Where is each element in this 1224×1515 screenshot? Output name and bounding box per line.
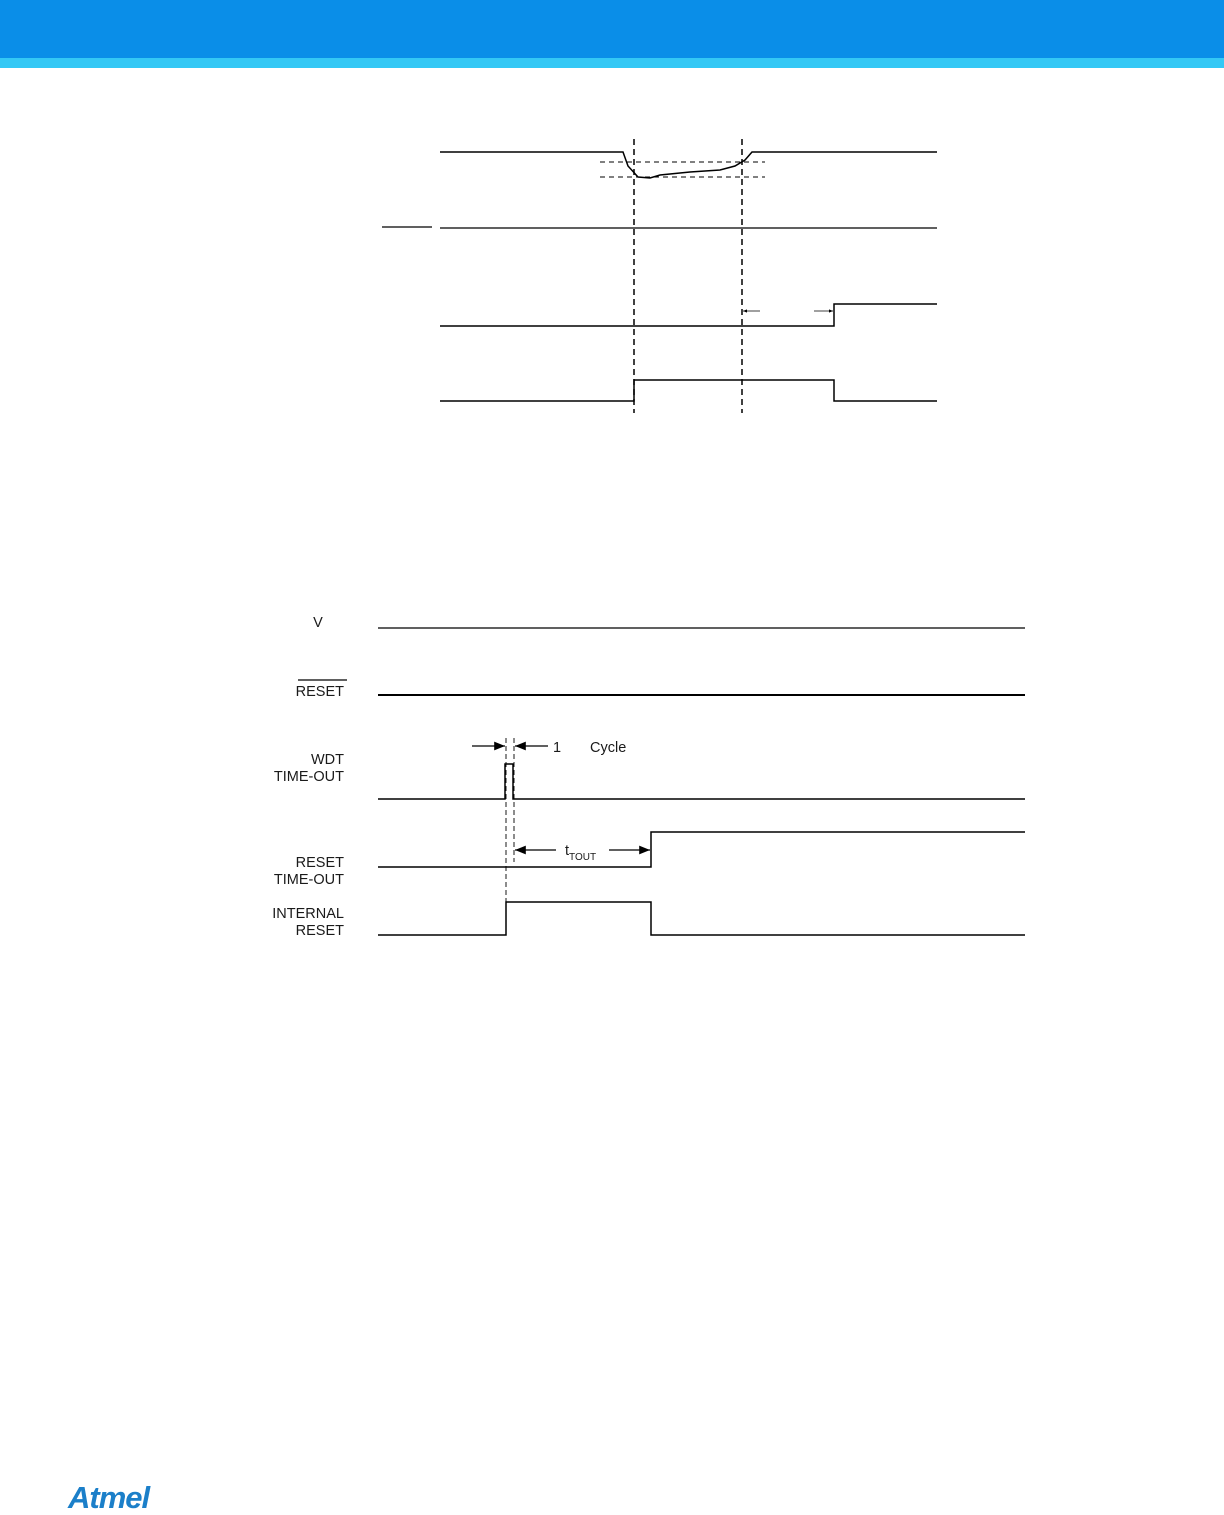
vcc-trace [440,152,937,178]
vcc-label: V [313,615,323,631]
watchdog-timing-diagram [272,615,1025,939]
internal-reset-label-line2: RESET [295,923,344,939]
timeout-trace [440,304,937,326]
internal-reset-trace [378,902,1025,935]
atmel-logo: Atmel [68,1480,150,1515]
tout-label [565,843,596,863]
brown-out-timing-diagram [382,139,937,413]
reset-label: RESET [295,684,344,700]
reset-timeout-label-line2: TIME-OUT [273,872,344,888]
reset-timeout-label-line1: RESET [295,855,344,871]
reset-timeout-trace [378,832,1025,867]
tout-subscript: TOUT [569,852,597,863]
internal-reset-trace [440,380,937,401]
wdt-label-line2: TIME-OUT [273,769,344,785]
internal-reset-label-line1: INTERNAL [272,906,344,922]
cycle-count: 1 [553,740,562,756]
cycle-word: Cycle [590,740,627,756]
tout-base: t [565,843,570,859]
wdt-timeout-trace [378,764,1025,799]
wdt-label-line1: WDT [310,752,344,768]
